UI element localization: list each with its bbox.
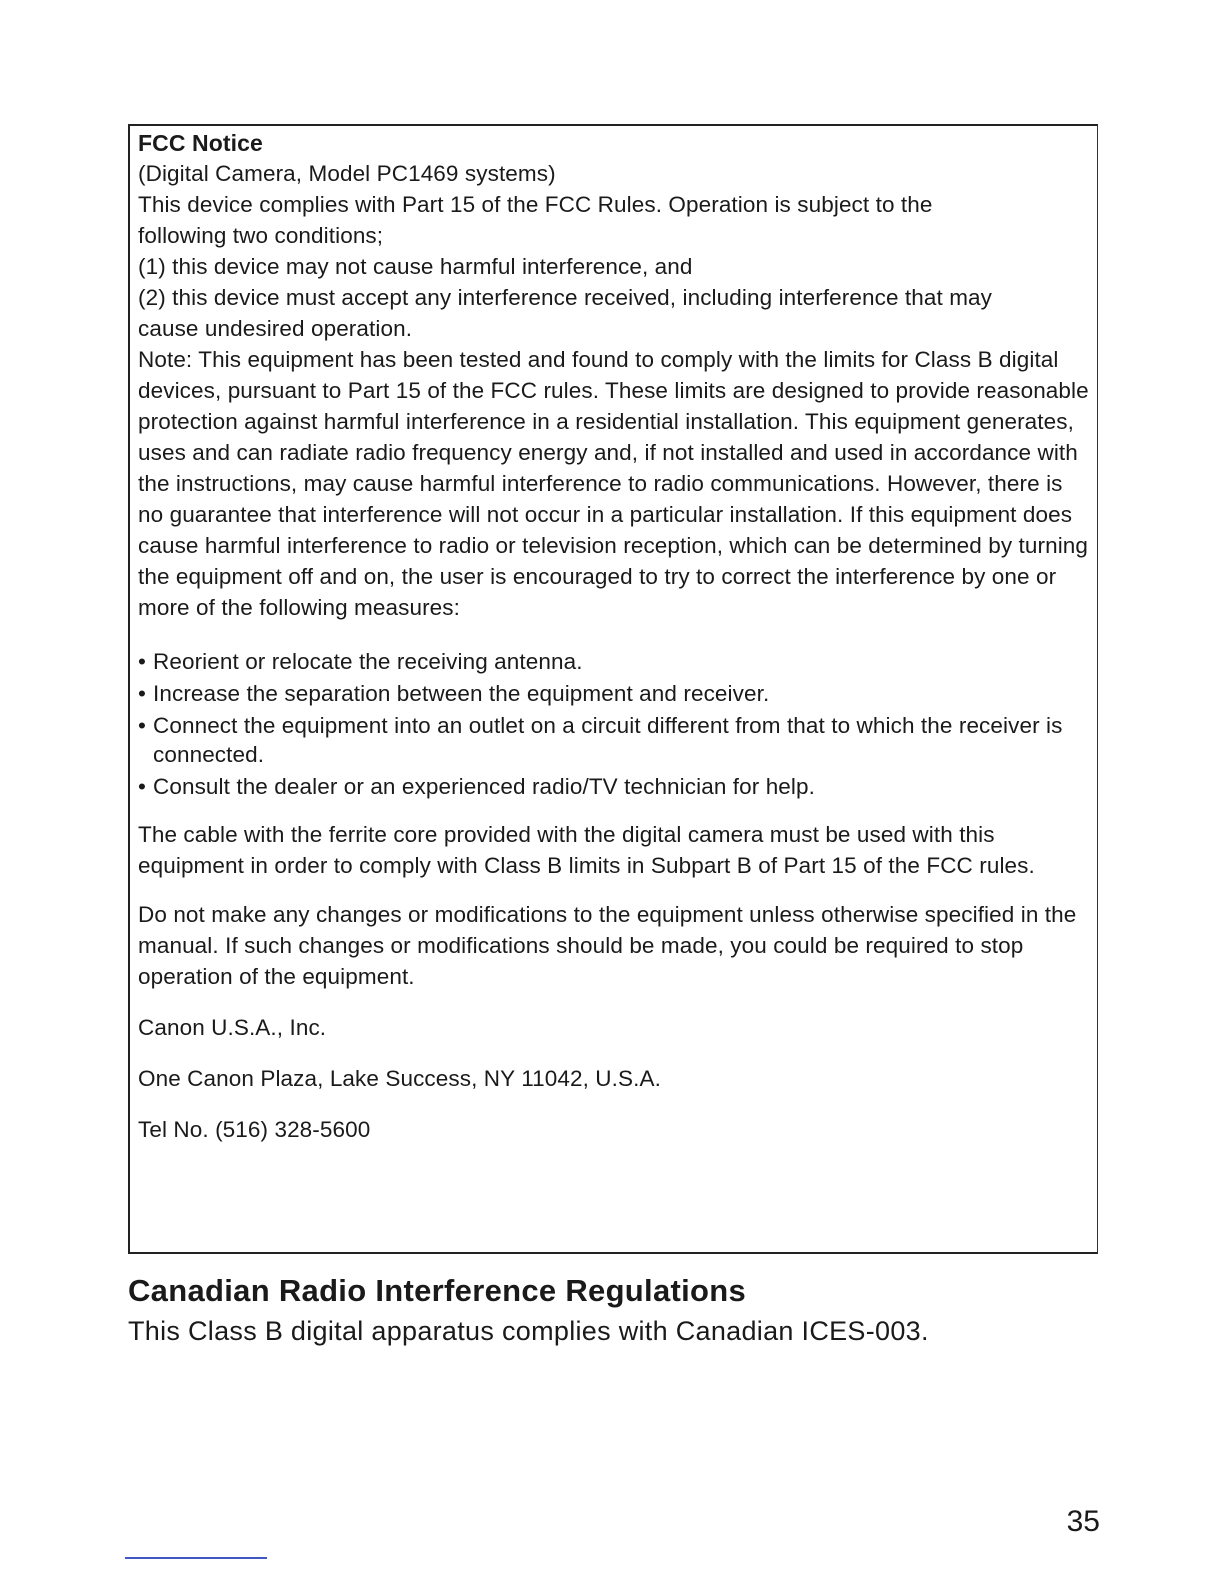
list-item (138, 679, 1089, 708)
company-phone: Tel No. (516) 328-5600 (138, 1117, 371, 1142)
list-item (138, 711, 1089, 769)
fcc-condition-2-cont: cause undesired operation. (138, 316, 413, 341)
fcc-changes-paragraph: Do not make any changes or modifications to the equipment unless otherwise specified in the manual. If such changes or modifications should be made, you could be required to stop operation of the equipment. (138, 902, 1077, 989)
fcc-note-paragraph: Note: This equipment has been tested and found to comply with the limits for Class B digital devices, pursuant to Part 15 of the FCC rules. These limits are designed to provide reasonable protection against harmful interference in a residential installation. This equipment generates, uses and can radiate radio frequency energy and, if not installed and used in accordance with the instructions, may cause harmful interference to radio communications. However, there is no guarantee that interference will not occur in a particular installation. If this equipment does cause harmful interference to radio or television reception, which can be determined by turning the equipment off and on, the user is encouraged to try to correct the interference by one or more of the following measures: (138, 347, 1089, 620)
canadian-section-body: This Class B digital apparatus complies with Canadian ICES-003. (128, 1316, 929, 1346)
list-item-text: Reorient or relocate the receiving antenna. (153, 649, 583, 674)
fcc-intro-line: (Digital Camera, Model PC1469 systems) (138, 161, 556, 186)
list-item (138, 772, 1089, 801)
list-item-text: Connect the equipment into an outlet on a circuit different from that to which the receiver is connected. (153, 713, 1063, 767)
bullet-icon: • (138, 649, 146, 674)
fcc-notice-title: FCC Notice (138, 130, 263, 156)
list-item (138, 647, 1089, 676)
fcc-measures-list (138, 647, 1089, 801)
fcc-notice-box (128, 124, 1098, 1254)
page-number: 35 (1066, 1505, 1100, 1538)
bullet-icon: • (138, 681, 146, 706)
fcc-intro-line: following two conditions; (138, 223, 384, 248)
fcc-condition-1: (1) this device may not cause harmful interference, and (138, 254, 693, 279)
fcc-intro-line: This device complies with Part 15 of the FCC Rules. Operation is subject to the (138, 192, 933, 217)
company-name: Canon U.S.A., Inc. (138, 1015, 327, 1040)
list-item-text: Increase the separation between the equipment and receiver. (153, 681, 770, 706)
bullet-icon: • (138, 713, 146, 738)
company-address: One Canon Plaza, Lake Success, NY 11042, U.S.A. (138, 1066, 661, 1091)
bullet-icon: • (138, 774, 146, 799)
footer-divider (125, 1557, 267, 1559)
canadian-section-title: Canadian Radio Interference Regulations (128, 1273, 747, 1308)
fcc-cable-paragraph: The cable with the ferrite core provided with the digital camera must be used with this equipment in order to comply with Class B limits in Subpart B of Part 15 of the FCC rules. (138, 822, 1035, 878)
list-item-text: Consult the dealer or an experienced radio/TV technician for help. (153, 774, 815, 799)
fcc-condition-2: (2) this device must accept any interference received, including interference that may (138, 285, 993, 310)
